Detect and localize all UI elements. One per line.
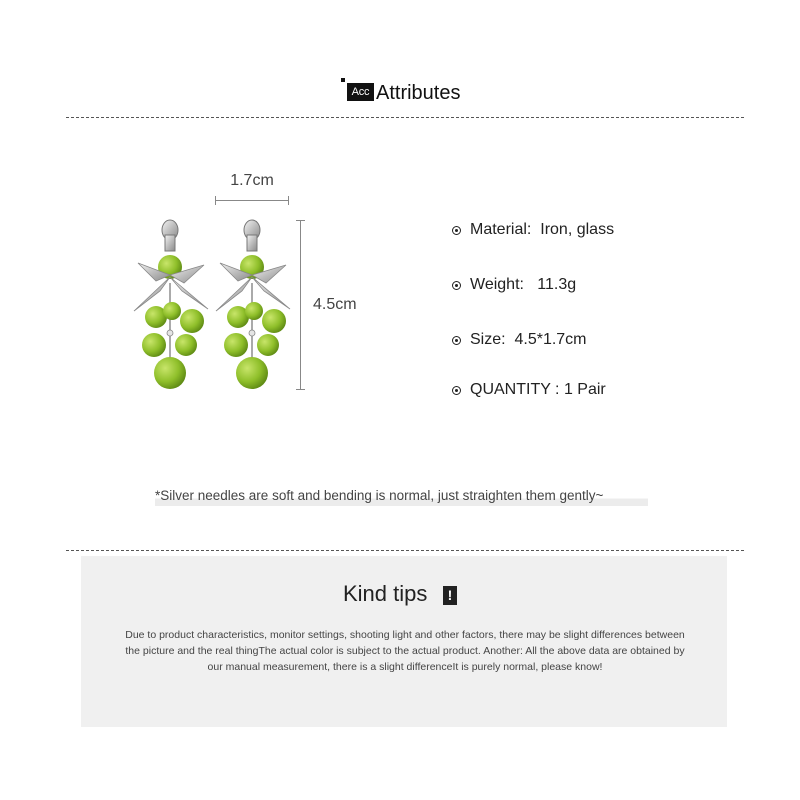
attribute-material xyxy=(452,219,614,241)
attribute-weight xyxy=(452,274,576,296)
attribute-key: Size: xyxy=(470,331,515,348)
attribute-quantity xyxy=(452,379,606,401)
earrings-image xyxy=(120,205,320,405)
width-line xyxy=(215,200,289,201)
header-badge: Acc xyxy=(347,83,374,101)
kind-tips-text: Due to product characteristics, monitor settings, shooting light and other factors, there may be slight differences between the picture and the real thingThe actual color is subject to the actual product. Another: All the above data are obtained by our manual measurement, there is a slight differenceIt is purely normal, please know! xyxy=(125,629,685,673)
attribute-value: 4.5*1.7cm xyxy=(514,331,587,348)
attribute-value: 1 Pair xyxy=(563,381,606,398)
width-tick-right xyxy=(288,196,289,205)
attribute-size xyxy=(452,329,587,351)
section-title: Attributes xyxy=(376,82,461,104)
attribute-value: 11.3g xyxy=(532,276,577,293)
height-line xyxy=(300,220,301,390)
attribute-value: Iron, glass xyxy=(540,221,615,238)
exclamation-icon: ! xyxy=(443,586,457,605)
height-tick-bottom xyxy=(296,389,305,390)
bullet-icon xyxy=(452,386,461,395)
header-dot xyxy=(341,78,345,82)
care-note: *Silver needles are soft and bending is normal, just straighten them gently~ xyxy=(155,486,648,506)
kind-tips-title: Kind tips xyxy=(343,581,428,606)
attribute-key: Material: xyxy=(470,221,541,238)
width-tick-left xyxy=(215,196,216,205)
attribute-key: Weight: xyxy=(470,276,533,293)
bullet-icon xyxy=(452,336,461,345)
height-label: 4.5cm xyxy=(313,296,357,313)
attribute-key: QUANTITY : xyxy=(470,381,564,398)
divider-bottom xyxy=(66,550,744,551)
width-label: 1.7cm xyxy=(230,172,274,189)
divider-top xyxy=(66,117,744,118)
bullet-icon xyxy=(452,226,461,235)
height-tick-top xyxy=(296,220,305,221)
bullet-icon xyxy=(452,281,461,290)
